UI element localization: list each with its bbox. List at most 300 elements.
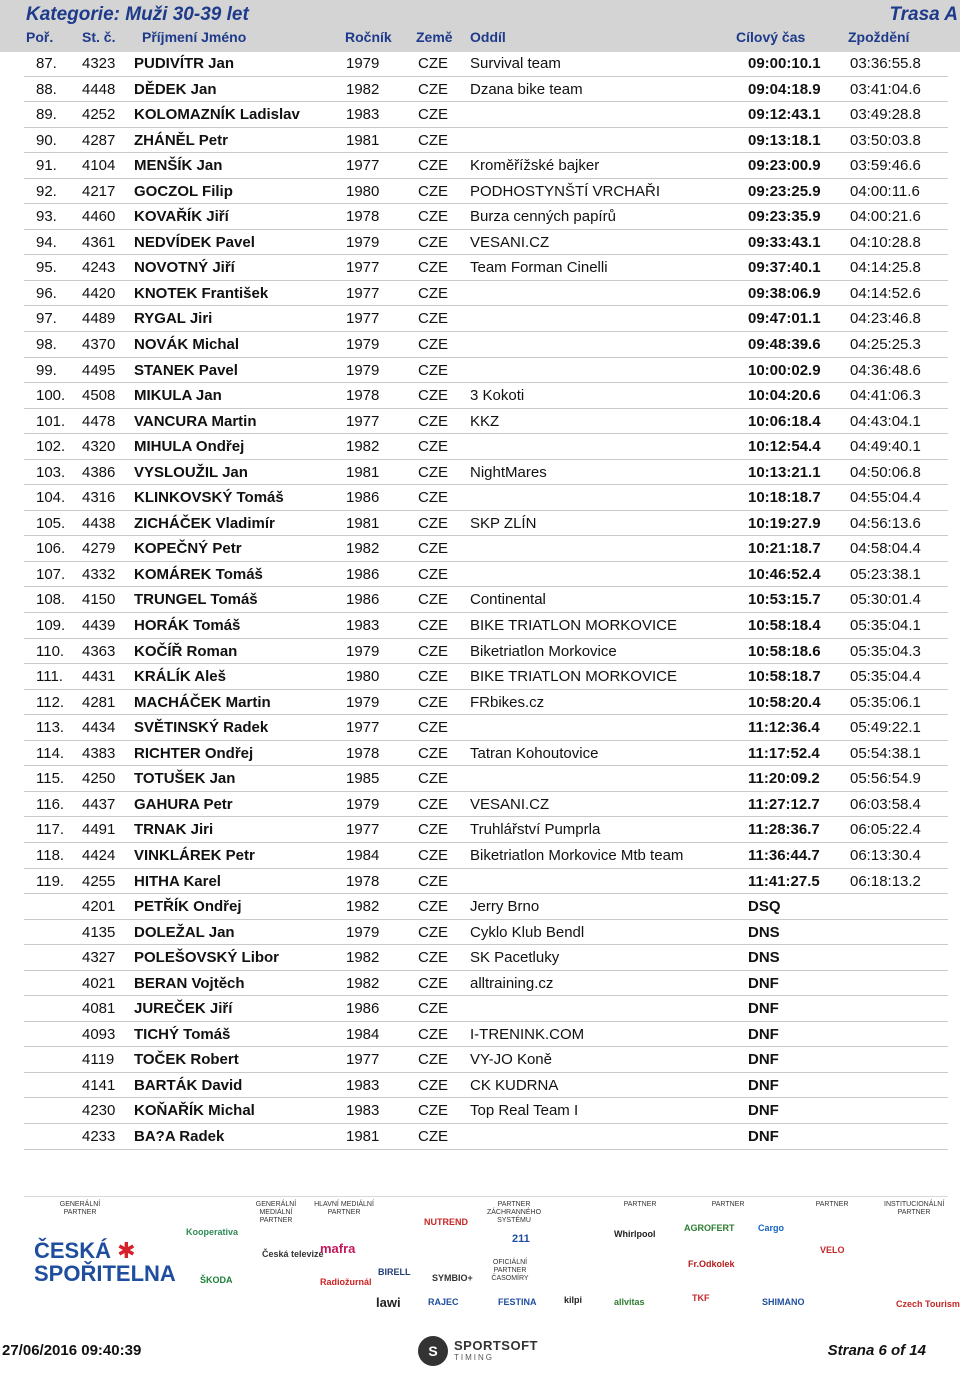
time-behind: 06:05:22.4 [850,821,921,839]
finish-time: 11:12:36.4 [748,719,820,737]
start-number: 4323 [82,55,116,72]
table-row [24,843,948,869]
rajec-logo: RAJEC [428,1297,459,1307]
country: CZE [418,259,448,277]
table-row [24,485,948,511]
racer-name: NOVOTNÝ Jiří [134,259,235,277]
start-number: 4252 [82,106,116,124]
country: CZE [418,821,448,839]
time-behind: 03:50:03.8 [850,131,921,149]
start-number: 4327 [82,949,116,967]
sponsor-header-rescue: PARTNER ZÁCHRANNÉHO SYSTÉMU [486,1201,542,1225]
table-row [24,996,948,1022]
finish-time: 10:19:27.9 [748,514,821,532]
time-behind: 04:49:40.1 [850,438,921,456]
country: CZE [418,55,448,72]
skoda-logo: ŠKODA [200,1275,233,1285]
table-row [24,766,948,792]
rank: 110. [36,642,65,660]
birth-year: 1982 [346,949,380,967]
racer-name: DOLEŽAL Jan [134,923,235,941]
table-row [24,409,948,435]
club: Cyklo Klub Bendl [470,923,585,941]
table-row [24,971,948,997]
start-number: 4363 [82,642,116,660]
rank: 93. [36,208,57,226]
racer-name: VYSLOUŽIL Jan [134,463,248,481]
start-number: 4201 [82,898,116,916]
time-behind: 05:54:38.1 [850,744,921,762]
start-number: 4255 [82,872,116,890]
time-behind: 05:30:01.4 [850,591,921,609]
cs-line2: SPOŘITELNA [34,1261,176,1287]
time-behind: 05:35:04.1 [850,617,921,635]
rank: 113. [36,719,65,737]
table-row [24,128,948,154]
cs-star-icon: ✱ [111,1238,136,1263]
table-row [24,1047,948,1073]
start-number: 4460 [82,208,116,226]
birth-year: 1985 [346,770,380,788]
table-row [24,460,948,486]
finish-time: 11:28:36.7 [748,821,820,839]
club: PODHOSTYNŠTÍ VRCHAŘI [470,182,661,200]
racer-name: PUDIVÍTR Jan [134,55,235,72]
time-behind: 06:13:30.4 [850,846,921,864]
club: Biketriatlon Morkovice Mtb team [470,846,684,864]
col-header-st: St. č. [82,29,116,45]
birth-year: 1977 [346,157,380,175]
page-footer [0,1330,960,1376]
rank: 118. [36,846,65,864]
racer-name: ZHÁNĚL Petr [134,131,228,149]
country: CZE [418,284,448,302]
start-number: 4287 [82,131,116,149]
table-row [24,77,948,103]
club: BIKE TRIATLON MORKOVICE [470,668,677,686]
birth-year: 1977 [346,821,380,839]
time-behind: 05:23:38.1 [850,565,921,583]
country: CZE [418,80,448,98]
time-behind: 04:56:13.6 [850,514,921,532]
start-number: 4316 [82,489,116,507]
sportsoft-icon: S [418,1336,448,1366]
festina-logo: FESTINA [498,1297,537,1307]
racer-name: BERAN Vojtěch [134,974,245,992]
sponsor-header-partner-1: PARTNER [623,1201,657,1208]
col-header-year: Ročník [345,29,392,45]
birth-year: 1981 [346,1127,380,1145]
start-number: 4150 [82,591,116,609]
birth-year: 1977 [346,1051,380,1069]
birth-year: 1979 [346,336,380,354]
table-row [24,153,948,179]
club: BIKE TRIATLON MORKOVICE [470,617,677,635]
racer-name: PETŘÍK Ondřej [134,898,242,916]
country: CZE [418,744,448,762]
club: Tatran Kohoutovice [470,744,599,762]
finish-time: 10:53:15.7 [748,591,821,609]
rank: 105. [36,514,66,532]
racer-name: STANEK Pavel [134,361,238,379]
start-number: 4439 [82,617,116,635]
birth-year: 1983 [346,106,380,124]
birth-year: 1982 [346,438,380,456]
table-row [24,741,948,767]
col-header-delay: Zpoždění [848,29,910,45]
start-number: 4448 [82,80,116,98]
racer-name: MACHÁČEK Martin [134,693,271,711]
birth-year: 1982 [346,80,380,98]
start-number: 4383 [82,744,116,762]
category-value: Muži 30-39 let [125,4,249,25]
start-number: 4424 [82,846,116,864]
finish-time: 09:00:10.1 [748,55,821,72]
col-header-time: Cílový čas [736,29,806,45]
finish-time: DNF [748,974,779,992]
finish-time: 10:58:20.4 [748,693,821,711]
country: CZE [418,463,448,481]
time-behind: 04:00:21.6 [850,208,921,226]
club: Burza cenných papírů [470,208,616,226]
birth-year: 1986 [346,1000,380,1018]
racer-name: MENŠÍK Jan [134,157,223,175]
velo-logo: VELO [820,1245,845,1255]
sponsor-header-partner-3: PARTNER [815,1201,849,1208]
rank: 107. [36,565,66,583]
racer-name: TRNAK Jiri [134,821,214,839]
col-header-name: Příjmení Jméno [142,29,247,45]
country: CZE [418,898,448,916]
racer-name: KOŇAŘÍK Michal [134,1102,255,1120]
club: KKZ [470,412,500,430]
rank: 92. [36,182,57,200]
finish-time: 11:41:27.5 [748,872,820,890]
racer-name: TOČEK Robert [134,1051,239,1069]
birth-year: 1978 [346,744,380,762]
racer-name: HORÁK Tomáš [134,617,241,635]
table-row [24,920,948,946]
start-number: 4281 [82,693,116,711]
racer-name: VINKLÁREK Petr [134,846,255,864]
club: FRbikes.cz [470,693,545,711]
country: CZE [418,872,448,890]
racer-name: ZICHÁČEK Vladimír [134,514,275,532]
start-number: 4332 [82,565,116,583]
birth-year: 1983 [346,1102,380,1120]
birth-year: 1981 [346,463,380,481]
rank: 119. [36,872,65,890]
finish-time: 10:13:21.1 [748,463,821,481]
sportsoft-brand: SPORTSOFT [454,1338,538,1354]
rank: 109. [36,617,66,635]
start-number: 4135 [82,923,116,941]
finish-time: DNF [748,1076,779,1094]
finish-time: 09:23:35.9 [748,208,821,226]
racer-name: HITHA Karel [134,872,221,890]
table-row [24,817,948,843]
cs-line1: ČESKÁ [34,1238,112,1263]
rank: 104. [36,489,66,507]
racer-name: KOMÁREK Tomáš [134,565,263,583]
start-number: 4230 [82,1102,116,1120]
finish-time: DSQ [748,898,781,916]
club: I-TRENINK.COM [470,1025,585,1043]
start-number: 4478 [82,412,116,430]
finish-time: 09:37:40.1 [748,259,821,277]
birth-year: 1982 [346,974,380,992]
finish-time: 09:23:00.9 [748,157,821,175]
country: CZE [418,1102,448,1120]
club: CK KUDRNA [470,1076,559,1094]
category-label: Kategorie: [26,4,120,25]
rank: 97. [36,310,57,328]
birth-year: 1981 [346,514,380,532]
time-behind: 04:43:04.1 [850,412,921,430]
country: CZE [418,719,448,737]
country: CZE [418,310,448,328]
birth-year: 1982 [346,540,380,558]
birth-year: 1980 [346,182,380,200]
table-row [24,715,948,741]
country: CZE [418,795,448,813]
country: CZE [418,387,448,405]
racer-name: NEDVÍDEK Pavel [134,233,255,251]
time-behind: 06:03:58.4 [850,795,921,813]
racer-name: GAHURA Petr [134,795,233,813]
sponsor-header-general: GENERÁLNÍ PARTNER [59,1201,101,1217]
birth-year: 1981 [346,131,380,149]
birth-year: 1979 [346,795,380,813]
sponsor-header-main-media: HLAVNÍ MEDIÁLNÍ PARTNER [314,1201,374,1217]
country: CZE [418,514,448,532]
time-behind: 05:35:04.4 [850,668,921,686]
table-row [24,511,948,537]
finish-time: 11:17:52.4 [748,744,820,762]
start-number: 4233 [82,1127,116,1145]
radiozurnal-logo: Radiožurnál [320,1277,372,1287]
finish-time: 10:58:18.7 [748,668,821,686]
table-row [24,51,948,77]
racer-name: KLINKOVSKÝ Tomáš [134,489,284,507]
birth-year: 1977 [346,259,380,277]
birth-year: 1978 [346,208,380,226]
finish-time: 10:00:02.9 [748,361,821,379]
country: CZE [418,923,448,941]
club: VESANI.CZ [470,233,550,251]
birth-year: 1986 [346,489,380,507]
time-behind: 04:36:48.6 [850,361,921,379]
finish-time: 09:12:43.1 [748,106,821,124]
birth-year: 1986 [346,565,380,583]
rank: 99. [36,361,57,379]
start-number: 4434 [82,719,116,737]
start-number: 4320 [82,438,116,456]
whirlpool-logo: Whirlpool [614,1229,656,1239]
club: 3 Kokoti [470,387,525,405]
finish-time: 10:18:18.7 [748,489,821,507]
club: Truhlářství Pumprla [470,821,601,839]
table-row [24,281,948,307]
birth-year: 1983 [346,1076,380,1094]
finish-time: 10:46:52.4 [748,565,821,583]
country: CZE [418,974,448,992]
country: CZE [418,1076,448,1094]
racer-name: KRÁLÍK Aleš [134,668,226,686]
start-number: 4438 [82,514,116,532]
time-behind: 03:41:04.6 [850,80,921,98]
finish-time: 10:12:54.4 [748,438,821,456]
rank: 88. [36,80,57,98]
finish-time: 09:47:01.1 [748,310,821,328]
country: CZE [418,106,448,124]
start-number: 4243 [82,259,116,277]
racer-name: TOTUŠEK Jan [134,770,236,788]
table-row [24,613,948,639]
club: SKP ZLÍN [470,514,537,532]
rank: 117. [36,821,65,839]
time-behind: 04:00:11.6 [850,182,920,200]
time-behind: 04:55:04.4 [850,489,921,507]
birth-year: 1984 [346,1025,380,1043]
country: CZE [418,693,448,711]
allvitas-logo: allvitas [614,1297,645,1307]
time-behind: 04:50:06.8 [850,463,921,481]
rank: 116. [36,795,65,813]
racer-name: MIKULA Jan [134,387,222,405]
birth-year: 1982 [346,898,380,916]
start-number: 4217 [82,182,116,200]
cargo-logo: Cargo [758,1223,785,1233]
country: CZE [418,489,448,507]
finish-time: 09:38:06.9 [748,284,821,302]
birth-year: 1980 [346,668,380,686]
mafra-logo: mafra [320,1241,356,1256]
zachranka-211-logo: 211 [512,1233,530,1245]
ceska-televize-logo: Česká televize [262,1249,324,1259]
country: CZE [418,642,448,660]
birth-year: 1983 [346,617,380,635]
start-number: 4491 [82,821,116,839]
time-behind: 03:36:55.8 [850,55,921,72]
time-behind: 05:35:06.1 [850,693,921,711]
rank: 102. [36,438,66,456]
racer-name: KOČÍŘ Roman [134,642,238,660]
finish-time: 10:21:18.7 [748,540,821,558]
club: alltraining.cz [470,974,554,992]
kooperativa-logo: Kooperativa [186,1227,239,1237]
table-row [24,230,948,256]
club: VESANI.CZ [470,795,550,813]
racer-name: KOLOMAZNÍK Ladislav [134,106,300,124]
table-row [24,102,948,128]
start-number: 4489 [82,310,116,328]
rank: 111. [36,668,63,686]
table-row [24,306,948,332]
time-behind: 05:35:04.3 [850,642,921,660]
table-row [24,204,948,230]
rank: 100. [36,387,66,405]
birth-year: 1977 [346,310,380,328]
rank: 89. [36,106,57,124]
club: Team Forman Cinelli [470,259,608,277]
time-behind: 04:25:25.3 [850,336,921,354]
finish-time: 09:04:18.9 [748,80,821,98]
club: Biketriatlon Morkovice [470,642,617,660]
racer-name: TICHÝ Tomáš [134,1025,231,1043]
table-row [24,358,948,384]
birth-year: 1978 [346,872,380,890]
col-header-zeme: Země [416,29,453,45]
page-number: Strana 6 of 14 [827,1342,926,1359]
time-behind: 06:18:13.2 [850,872,921,890]
birth-year: 1979 [346,55,380,72]
sportsoft-sub: TIMING [454,1352,494,1362]
shimano-logo: SHIMANO [762,1297,805,1307]
country: CZE [418,1127,448,1145]
club: Top Real Team I [470,1102,579,1120]
birth-year: 1979 [346,361,380,379]
racer-name: TRUNGEL Tomáš [134,591,258,609]
country: CZE [418,668,448,686]
finish-time: 10:04:20.6 [748,387,821,405]
country: CZE [418,233,448,251]
table-row [24,179,948,205]
time-behind: 04:10:28.8 [850,233,921,251]
racer-name: DĚDEK Jan [134,80,217,98]
finish-time: 09:33:43.1 [748,233,821,251]
page-header [0,0,960,52]
rank: 87. [36,55,57,72]
symbio-logo: SYMBIO+ [432,1273,473,1283]
time-behind: 04:14:25.8 [850,259,921,277]
rank: 115. [36,770,65,788]
rank: 90. [36,131,57,149]
finish-time: DNF [748,1127,779,1145]
country: CZE [418,1000,448,1018]
sponsor-header-partner-2: PARTNER [711,1201,745,1208]
birth-year: 1979 [346,693,380,711]
table-row [24,639,948,665]
start-number: 4508 [82,387,116,405]
rank: 106. [36,540,66,558]
time-behind: 04:41:06.3 [850,387,921,405]
nutrend-logo: NUTREND [424,1217,468,1227]
country: CZE [418,438,448,456]
trasa-label: Trasa A [889,4,958,25]
czech-tourism-logo: Czech Tourism [896,1299,960,1309]
col-header-por: Poř. [26,29,54,45]
racer-name: BARTÁK David [134,1076,243,1094]
table-row [24,869,948,895]
racer-name: KOPEČNÝ Petr [134,540,242,558]
kilpi-logo: kilpi [564,1295,583,1305]
country: CZE [418,846,448,864]
country: CZE [418,131,448,149]
finish-time: DNF [748,1025,779,1043]
table-row [24,1073,948,1099]
birth-year: 1979 [346,642,380,660]
finish-time: 11:27:12.7 [748,795,820,813]
col-header-club: Oddíl [470,29,506,45]
start-number: 4081 [82,1000,116,1018]
racer-name: JUREČEK Jiří [134,1000,233,1018]
country: CZE [418,565,448,583]
country: CZE [418,1025,448,1043]
finish-time: 09:23:25.9 [748,182,821,200]
start-number: 4361 [82,233,116,251]
start-number: 4093 [82,1025,116,1043]
